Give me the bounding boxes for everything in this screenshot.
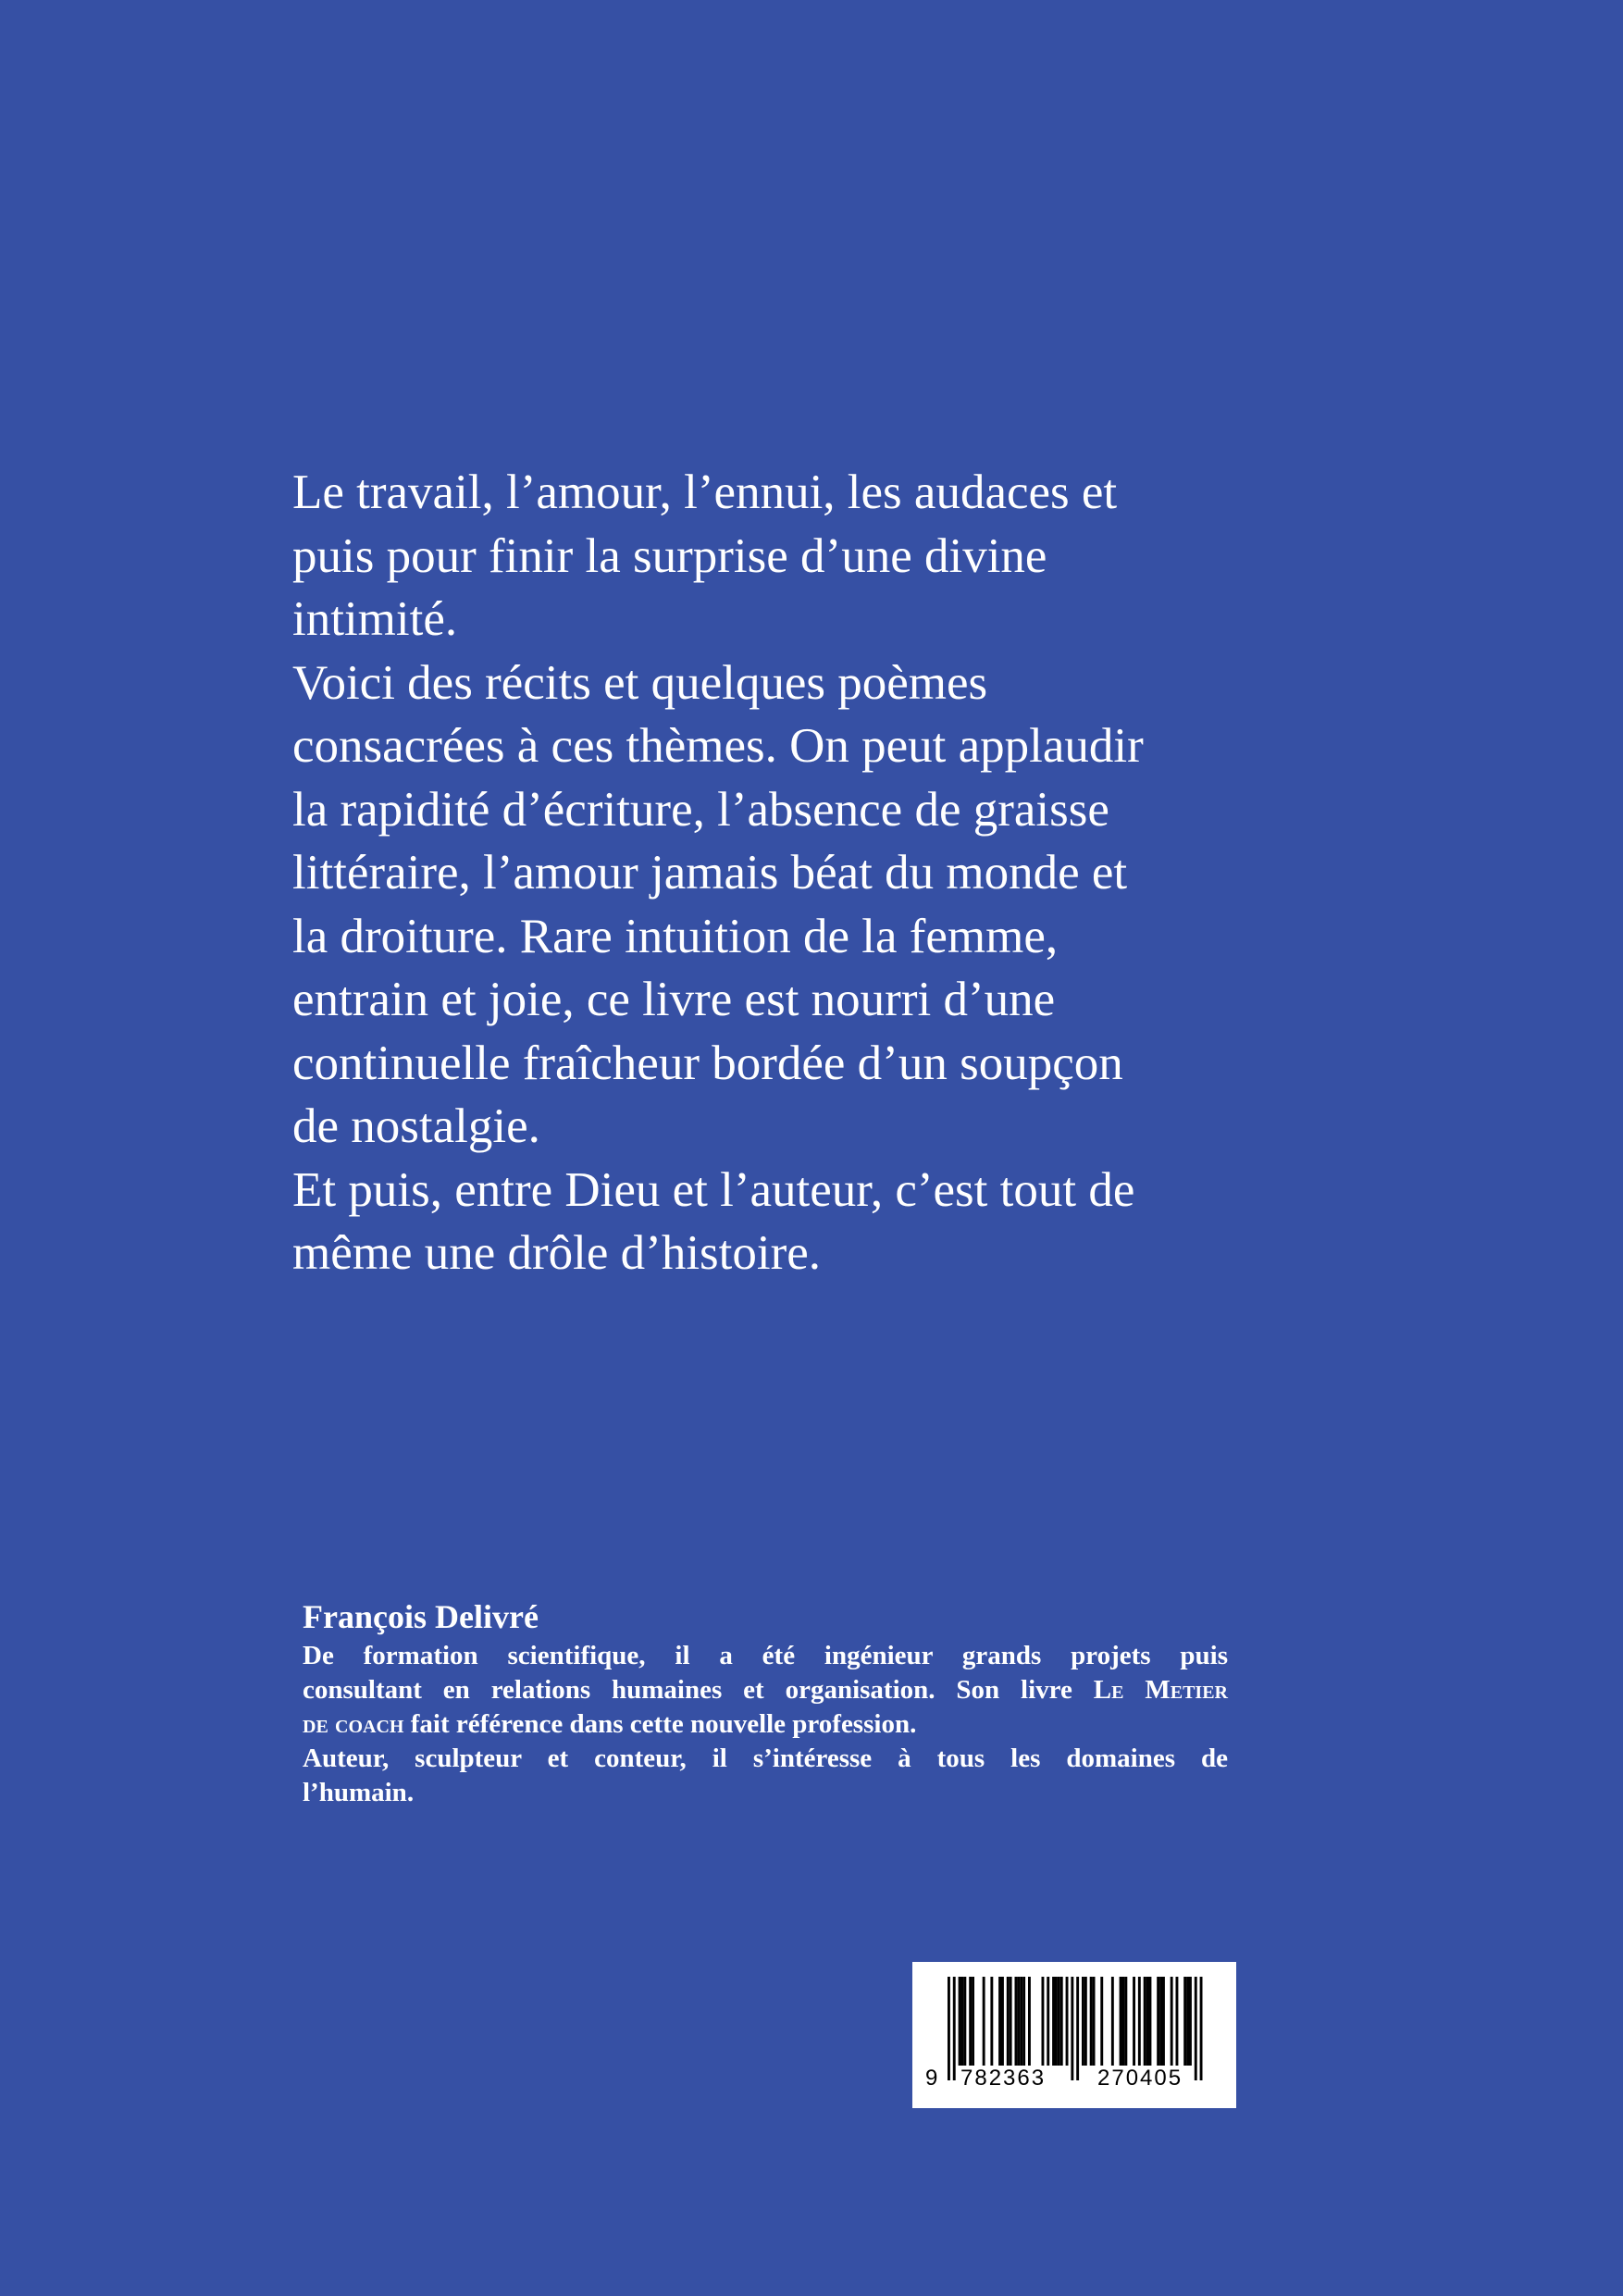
blurb-line: même une drôle d’histoire. (292, 1226, 822, 1280)
barcode-bar (1007, 1977, 1010, 2066)
barcode-bar (1071, 1977, 1073, 2080)
barcode-bar (1001, 1977, 1004, 2066)
barcode-bar (1133, 1977, 1135, 2066)
barcode-bar (998, 1977, 1001, 2066)
barcode-bar (1149, 1977, 1152, 2066)
barcode-bar (1200, 1977, 1203, 2080)
barcode-digit-first: 9 (925, 2066, 940, 2091)
barcode-digits-right: 270405 (1097, 2066, 1183, 2091)
barcode-bar (1058, 1977, 1060, 2066)
barcode-bar (1090, 1977, 1093, 2066)
isbn-barcode (912, 1962, 1236, 2108)
barcode-bar (1017, 1977, 1020, 2066)
blurb-line: la rapidité d’écriture, l’absence de graisse (292, 782, 1109, 837)
barcode-bar (1076, 1977, 1079, 2080)
barcode-bar (1124, 1977, 1127, 2066)
barcode-bar (1047, 1977, 1049, 2066)
blurb-line: intimité. (292, 592, 458, 646)
barcode-bar (1052, 1977, 1055, 2066)
barcode-bar (1100, 1977, 1103, 2066)
barcode-bar (1010, 1977, 1012, 2066)
blurb-line: Voici des récits et quelques poèmes (292, 655, 988, 710)
blurb-line: continuelle fraîcheur bordée d’un soupçon (292, 1036, 1123, 1090)
bio-line (303, 1707, 1228, 1742)
barcode-bar (972, 1977, 974, 2066)
barcode-bar (1183, 1977, 1186, 2066)
book-title: Le Metier (1093, 1675, 1228, 1705)
blurb-line: de nostalgie. (292, 1099, 540, 1153)
barcode-bar (1022, 1977, 1025, 2066)
blurb-line: Le travail, l’amour, l’ennui, les audaces et (292, 465, 1118, 519)
bio-line: Auteur, sculpteur et conteur, il s’intéresse à tous les domaines de (303, 1744, 1228, 1773)
barcode-bar (1195, 1977, 1197, 2080)
bio-line: l’humain. (303, 1778, 415, 1807)
barcode-digits-left: 782363 (960, 2066, 1047, 2091)
bio-text: fait référence dans cette nouvelle profession. (403, 1709, 917, 1739)
barcode-bar (959, 1977, 961, 2066)
barcode-bar (1186, 1977, 1189, 2066)
barcode-bar (1171, 1977, 1173, 2066)
blurb-line: puis pour finir la surprise d’une divine (292, 528, 1047, 583)
barcode-bar (983, 1977, 985, 2066)
barcode-bar (1146, 1977, 1149, 2066)
barcode-bar (1055, 1977, 1058, 2066)
barcode-bar (1028, 1977, 1031, 2066)
barcode-bar (1093, 1977, 1096, 2066)
barcode-bar (1122, 1977, 1125, 2066)
barcode-bar (1162, 1977, 1165, 2066)
barcode-bar (1157, 1977, 1159, 2066)
barcode-bar (990, 1977, 993, 2066)
barcode-bar (953, 1977, 956, 2080)
barcode-bar (1015, 1977, 1018, 2066)
book-title: de coach (303, 1709, 404, 1739)
barcode-bar (1176, 1977, 1179, 2066)
barcode-bar (961, 1977, 964, 2066)
barcode-bar (1066, 1977, 1069, 2066)
author-name: François Delivré (303, 1598, 539, 1635)
blurb-line: entrain et joie, ce livre est nourri d’une (292, 973, 1056, 1026)
author-section (303, 1596, 1228, 1810)
barcode-bar (969, 1977, 972, 2066)
barcode-bar (1138, 1977, 1141, 2066)
bio-text: consultant en relations humaines et organisation. Son livre (303, 1675, 1072, 1705)
barcode-bar (1042, 1977, 1045, 2066)
barcode-bar (1060, 1977, 1063, 2066)
blurb-line: la droiture. Rare intuition de la femme, (292, 909, 1059, 963)
barcode-bar (1159, 1977, 1162, 2066)
back-cover-blurb (292, 461, 1319, 1285)
bio-line (303, 1673, 1228, 1707)
author-bio (303, 1639, 1228, 1810)
barcode-bar (1082, 1977, 1084, 2066)
barcode-bar (948, 1977, 950, 2080)
barcode-bar (1020, 1977, 1022, 2066)
blurb-line: consacrées à ces thèmes. On peut applaudir (292, 719, 1144, 773)
barcode-bar (1120, 1977, 1122, 2066)
barcode-bar (1111, 1977, 1114, 2066)
barcode-bar (1084, 1977, 1087, 2066)
blurb-line: littéraire, l’amour jamais béat du monde et (292, 846, 1128, 900)
bio-line: De formation scientifique, il a été ingénieur grands projets puis (303, 1641, 1228, 1670)
barcode-bar (963, 1977, 966, 2066)
barcode-bar (1144, 1977, 1146, 2066)
barcode-bar (1189, 1977, 1192, 2066)
blurb-line: Et puis, entre Dieu et l’auteur, c’est tout de (292, 1162, 1135, 1217)
